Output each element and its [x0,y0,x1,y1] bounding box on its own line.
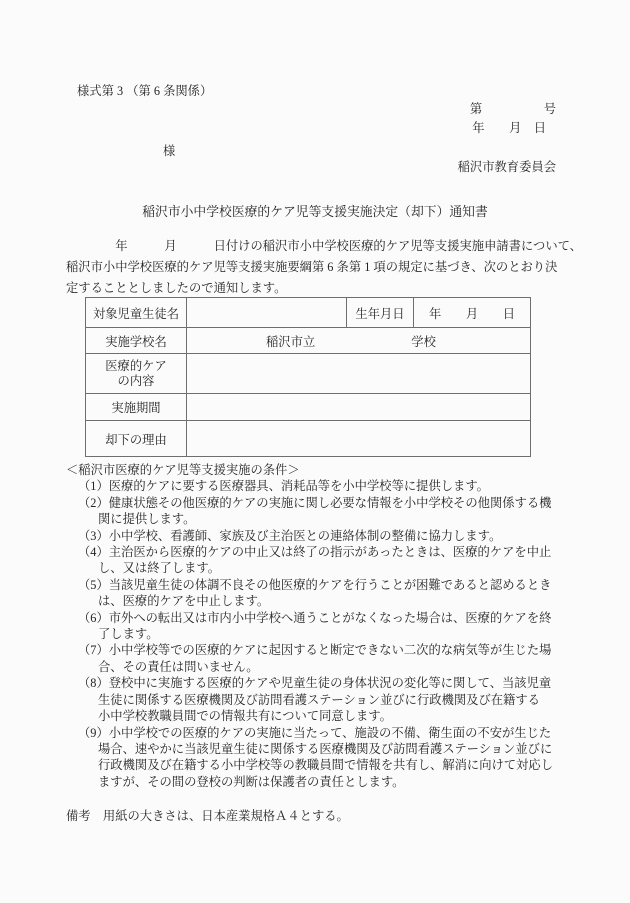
care-label-line1: 医療的ケア [105,358,167,373]
condition-line: （4）主治医から医療的ケアの中止又は終了の指示があったときは、医療的ケアを中止 [78,545,552,560]
condition-line: 了します。 [98,627,159,642]
cell-rejection-reason-label: 却下の理由 [86,421,187,457]
cell-school-value [187,328,531,354]
body-paragraph [66,236,582,299]
cell-birth-date-label: 生年月日 [347,298,414,328]
condition-line: （8）登校中に実施する医療的ケアや児童生徒の身体状況の変化等に関して、当該児童 [78,676,552,691]
decision-table [85,297,531,457]
care-label-line2: の内容 [117,373,155,388]
cell-school-label: 実施学校名 [86,328,187,354]
condition-line: （6）市外への転出又は市内小中学校へ通うことがなくなった場合は、医療的ケアを終 [78,610,552,625]
condition-line: 合、その責任は問いません。 [98,659,259,674]
condition-line: ますが、その間の登校の判断は保護者の責任とします。 [98,774,405,789]
cell-student-name-value [187,298,347,328]
condition-line: し、又は終了します。 [98,561,220,576]
table-row [86,328,531,354]
table-row [86,298,531,328]
cell-rejection-reason-value [187,421,531,457]
cell-care-label [86,354,187,394]
condition-line: （2）健康状態その他医療的ケアの実施に関し必要な情報を小中学校その他関係する機 [78,495,552,510]
cell-care-value [187,354,531,394]
body-paragraph-line: 定することとしましたので通知します。 [66,281,287,295]
cell-period-label: 実施期間 [86,394,187,421]
body-paragraph-line: 稲沢市小中学校医療的ケア児等支援実施要綱第 6 条第 1 項の規定に基づき、次のとおり決 [66,260,558,274]
cell-student-name-label: 対象児童生徒名 [86,298,187,328]
condition-line: （1）医療的ケアに要する医療器具、消耗品等を小中学校等に提供します。 [78,479,489,494]
body-paragraph-line: 年 月 日付けの稲沢市小中学校医療的ケア児等支援実施申請書について、 [66,239,582,253]
condition-line: 場合、速やかに当該児童生徒に関係する医療機関及び訪問看護ステーション並びに [98,741,553,756]
header-right-block [470,100,556,138]
school-name-suffix: 学校 [411,334,436,349]
cell-period-value [187,394,531,421]
document-title: 稲沢市小中学校医療的ケア児等支援実施決定（却下）通知書 [142,205,488,219]
condition-line: （3）小中学校、看護師、家族及び主治医との連絡体制の整備に協力します。 [78,528,502,543]
decision-table-wrapper [85,297,531,457]
condition-line: は、医療的ケアを中止します。 [98,594,270,609]
document-number-line: 第 号 [469,102,556,116]
condition-line: 関に提供します。 [98,512,196,527]
conditions-section [66,462,553,790]
addressee-sama: 様 [163,144,176,158]
condition-line: 小中学校教職員間での情報共有について同意します。 [98,709,392,724]
table-row [86,394,531,421]
condition-line: （9）小中学校での医療的ケアの実施に当たって、施設の不備、衛生面の不安が生じた [78,725,552,740]
school-name-prefix: 稲沢市立 [266,334,316,349]
condition-line: （7）小中学校等での医療的ケアに起因すると断定できない二次的な病気等が生じた場 [78,643,552,658]
condition-line: 行政機関及び在籍する小中学校等の教職員間で情報を共有し、解消に向けて対応し [98,758,553,773]
issuer-board-of-education: 稲沢市教育委員会 [457,160,556,174]
remark-note: 備考 用紙の大きさは、日本産業規格Ａ４とする。 [66,809,349,823]
table-row [86,354,531,394]
date-line: 年 月 日 [472,121,546,135]
condition-line: 生徒に関係する医療機関及び訪問看護ステーション並びに行政機関及び在籍する [98,692,540,707]
condition-line: （5）当該児童生徒の体調不良その他医療的ケアを行うことが困難であると認めるとき [78,577,552,592]
conditions-heading: ＜稲沢市医療的ケア児等支援実施の条件＞ [66,463,300,477]
cell-birth-date-value: 年 月 日 [414,298,531,328]
table-row [86,421,531,457]
form-number-label: 様式第 3 （第 6 条関係） [77,84,213,98]
